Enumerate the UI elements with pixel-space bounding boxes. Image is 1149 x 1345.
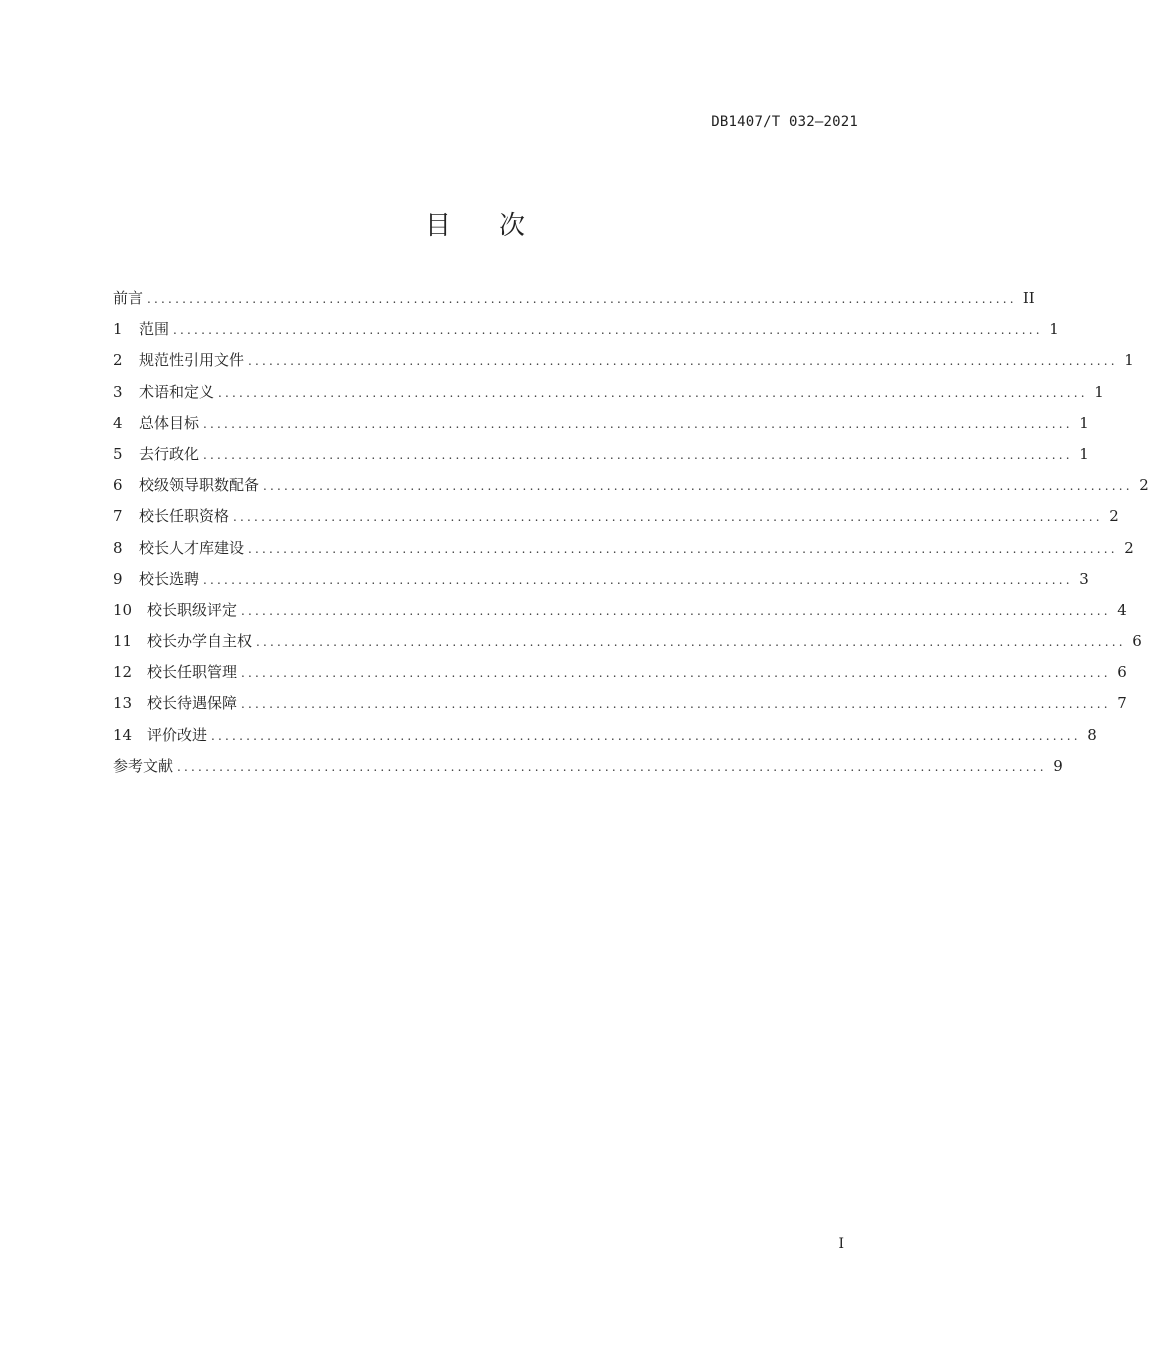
toc-entry-page: 1 bbox=[1124, 351, 1134, 370]
toc-entry-page: 6 bbox=[1117, 663, 1127, 682]
toc-entry-number: 4 bbox=[113, 413, 123, 432]
toc-entry-label: 总体目标 bbox=[139, 413, 200, 432]
toc-entry-number: 14 bbox=[113, 725, 133, 744]
toc-entry[interactable] bbox=[113, 657, 1127, 688]
toc-entry-label: 校长任职管理 bbox=[147, 663, 238, 682]
toc-entry[interactable] bbox=[113, 439, 1089, 470]
toc-dot-leader: ............................................................................................................................ bbox=[203, 416, 1073, 431]
toc-entry-number: 10 bbox=[113, 600, 133, 619]
toc-entry-number: 2 bbox=[113, 351, 123, 370]
toc-entry[interactable] bbox=[113, 314, 1059, 345]
toc-entry-number: 5 bbox=[113, 444, 123, 463]
toc-dot-leader: ............................................................................................................................ bbox=[241, 603, 1111, 618]
toc-entry-label: 校长选聘 bbox=[139, 569, 200, 588]
toc-entry-number: 3 bbox=[113, 382, 123, 401]
toc-entry[interactable] bbox=[113, 751, 1063, 782]
toc-entry-page: 3 bbox=[1079, 569, 1089, 588]
toc-entry[interactable] bbox=[113, 283, 1035, 314]
toc-entry-page: 8 bbox=[1087, 725, 1097, 744]
toc-dot-leader: ............................................................................................................................ bbox=[211, 728, 1081, 743]
toc-entry-number: 8 bbox=[113, 538, 123, 557]
toc-entry[interactable] bbox=[113, 470, 1149, 501]
toc-entry-page: 9 bbox=[1053, 756, 1063, 775]
toc-entry-label: 前言 bbox=[113, 289, 144, 307]
toc-entry[interactable] bbox=[113, 626, 1142, 657]
toc-entry-label: 参考文献 bbox=[113, 756, 174, 775]
toc-entry-label: 校长人才库建设 bbox=[139, 538, 245, 557]
page-number: I bbox=[838, 1236, 844, 1252]
toc-title: 目次 bbox=[424, 211, 573, 241]
toc-entry-page: 2 bbox=[1109, 507, 1119, 526]
toc-entry-page: 1 bbox=[1049, 320, 1059, 339]
toc-entry-label: 术语和定义 bbox=[139, 382, 215, 401]
toc-entry[interactable] bbox=[113, 501, 1119, 532]
toc-entry-page: 2 bbox=[1139, 476, 1149, 495]
toc-entry-page: 1 bbox=[1079, 413, 1089, 432]
toc-dot-leader: ............................................................................................................................ bbox=[147, 292, 1017, 306]
toc-dot-leader: ............................................................................................................................ bbox=[203, 572, 1073, 587]
toc-entry-label: 评价改进 bbox=[147, 725, 208, 744]
toc-entry-page: 7 bbox=[1117, 694, 1127, 713]
toc-entry[interactable] bbox=[113, 688, 1127, 719]
toc-dot-leader: ............................................................................................................................ bbox=[241, 697, 1111, 712]
toc-entry[interactable] bbox=[113, 345, 1134, 376]
toc-dot-leader: ............................................................................................................................ bbox=[233, 510, 1103, 525]
toc-entry-label: 校长办学自主权 bbox=[147, 632, 253, 651]
toc-dot-leader: ............................................................................................................................ bbox=[248, 354, 1118, 369]
toc-entry-number: 7 bbox=[113, 507, 123, 526]
toc-entry-page: 2 bbox=[1124, 538, 1134, 557]
toc-dot-leader: ............................................................................................................................ bbox=[248, 541, 1118, 556]
toc-entry-number: 12 bbox=[113, 663, 133, 682]
toc-dot-leader: ............................................................................................................................ bbox=[263, 479, 1133, 494]
toc-entry-number: 13 bbox=[113, 694, 133, 713]
document-code: DB1407/T 032—2021 bbox=[711, 114, 858, 130]
toc-dot-leader: ............................................................................................................................ bbox=[218, 385, 1088, 400]
toc-entry-label: 校长职级评定 bbox=[147, 600, 238, 619]
toc-entry-page: 6 bbox=[1132, 632, 1142, 651]
toc-dot-leader: ............................................................................................................................ bbox=[241, 666, 1111, 681]
toc-entry-label: 校长待遇保障 bbox=[147, 694, 238, 713]
toc-entry-number: 6 bbox=[113, 476, 123, 495]
toc-entry-label: 范围 bbox=[139, 320, 170, 339]
toc-entry-label: 校级领导职数配备 bbox=[139, 476, 260, 495]
toc-entry-label: 规范性引用文件 bbox=[139, 351, 245, 370]
toc-entry-page: 1 bbox=[1079, 444, 1089, 463]
toc-entry[interactable] bbox=[113, 564, 1089, 595]
table-of-contents bbox=[113, 283, 1149, 782]
toc-dot-leader: ............................................................................................................................ bbox=[203, 447, 1073, 462]
toc-entry[interactable] bbox=[113, 377, 1104, 408]
toc-entry-label: 去行政化 bbox=[139, 444, 200, 463]
toc-entry-page: 4 bbox=[1117, 600, 1127, 619]
toc-entry-page: 1 bbox=[1094, 382, 1104, 401]
toc-dot-leader: ............................................................................................................................ bbox=[177, 759, 1047, 774]
toc-dot-leader: ............................................................................................................................ bbox=[173, 323, 1043, 338]
toc-entry[interactable] bbox=[113, 408, 1089, 439]
toc-entry-number: 1 bbox=[113, 320, 123, 339]
toc-entry-label: 校长任职资格 bbox=[139, 507, 230, 526]
toc-entry-number: 9 bbox=[113, 569, 123, 588]
toc-entry[interactable] bbox=[113, 595, 1127, 626]
toc-dot-leader: ............................................................................................................................ bbox=[256, 635, 1126, 650]
toc-entry-number: 11 bbox=[113, 632, 133, 651]
toc-entry[interactable] bbox=[113, 533, 1134, 564]
toc-entry[interactable] bbox=[113, 720, 1097, 751]
toc-entry-page: II bbox=[1022, 289, 1035, 307]
